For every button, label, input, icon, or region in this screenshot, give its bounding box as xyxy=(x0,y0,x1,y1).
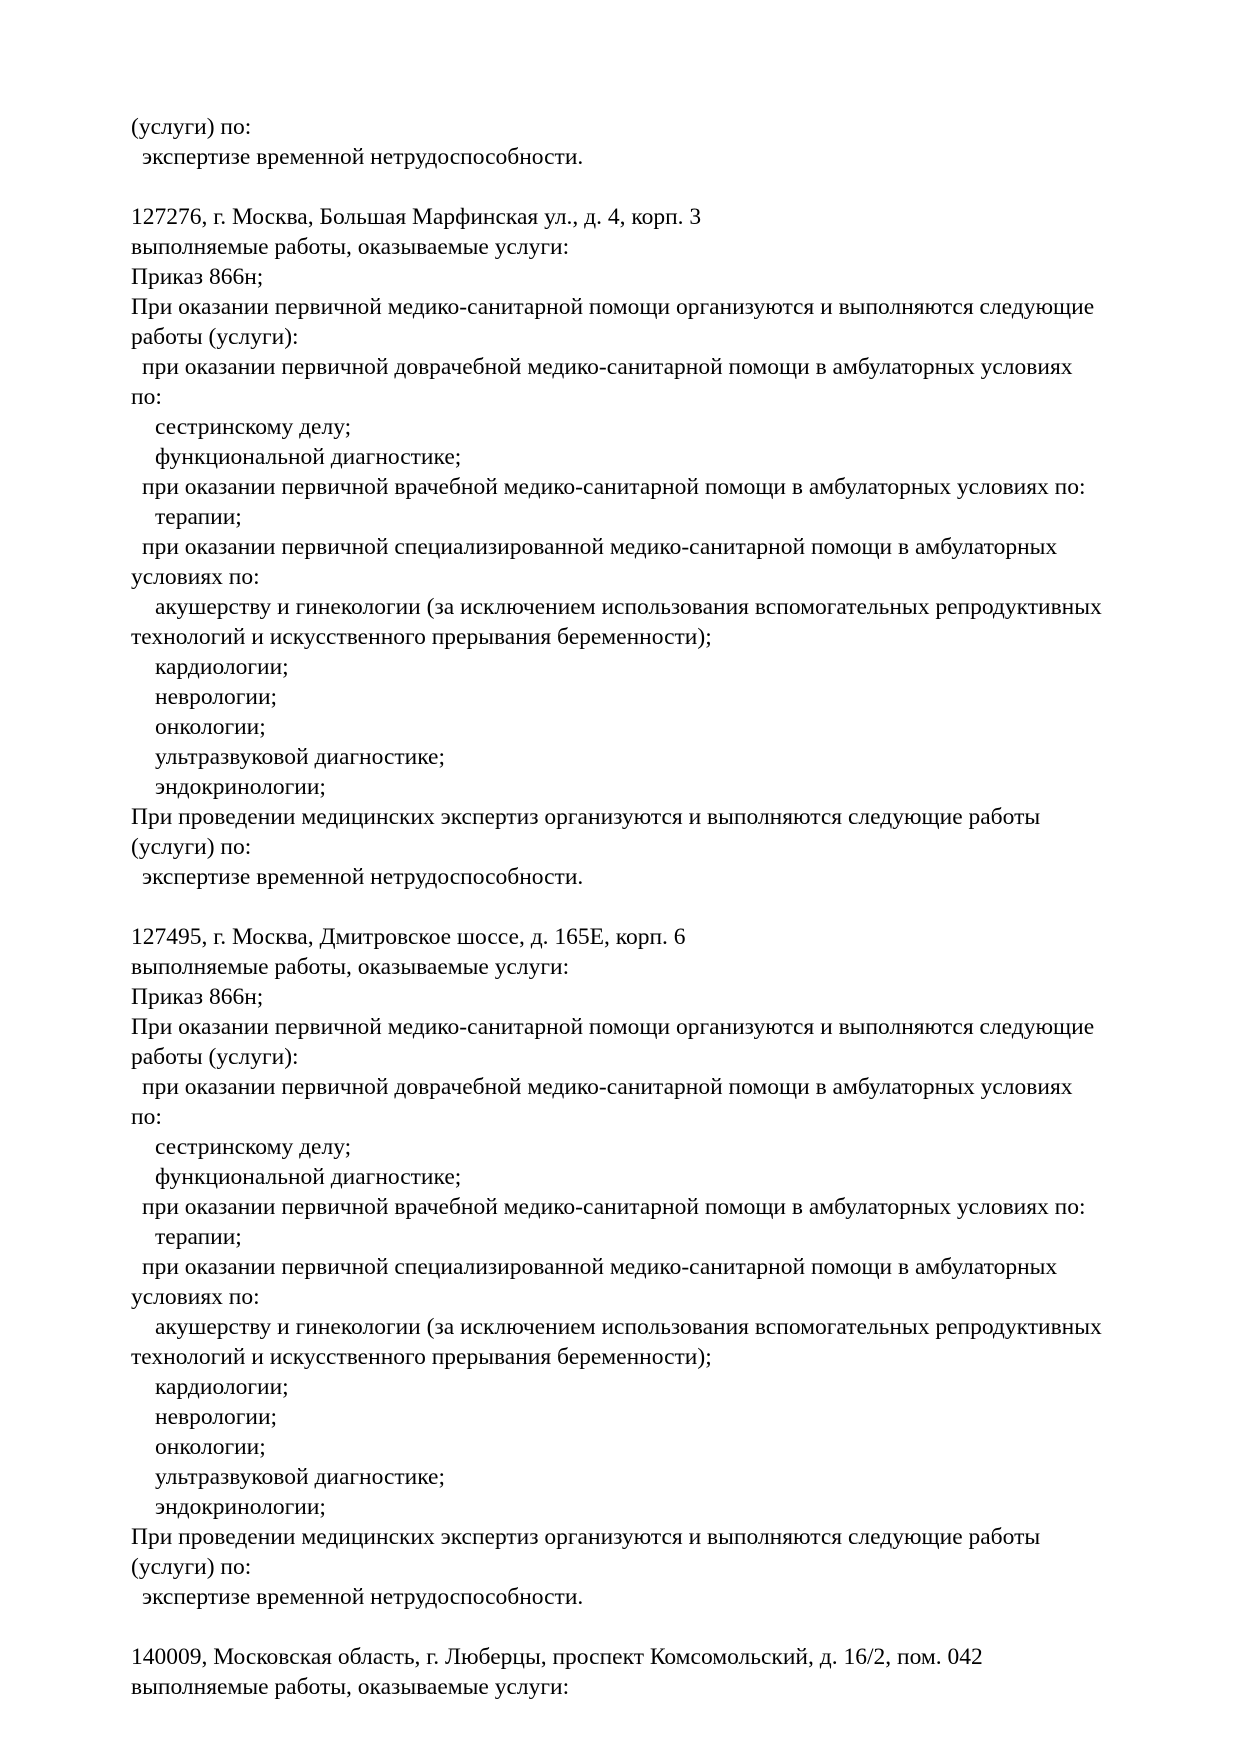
text-line: онкологии; xyxy=(155,714,266,740)
blank-line xyxy=(131,892,1140,922)
text-line: 127276, г. Москва, Большая Марфинская ул., д. 4, корп. 3 xyxy=(131,204,702,230)
text-line: по: xyxy=(131,384,162,410)
text-line: выполняемые работы, оказываемые услуги: xyxy=(131,954,570,980)
text-line: эндокринологии; xyxy=(155,774,326,800)
text-line: кардиологии; xyxy=(155,654,289,680)
text-line: технологий и искусственного прерывания беременности); xyxy=(131,1344,712,1370)
text-line: онкологии; xyxy=(155,1434,266,1460)
text-line: При оказании первичной медико-санитарной помощи организуются и выполняются следующие xyxy=(131,294,1095,320)
text-line: Приказ 866н; xyxy=(131,984,264,1010)
text-line: при оказании первичной специализированной медико-санитарной помощи в амбулаторных xyxy=(142,1254,1058,1280)
text-line: по: xyxy=(131,1104,162,1130)
text-line: выполняемые работы, оказываемые услуги: xyxy=(131,1674,570,1700)
text-line: Приказ 866н; xyxy=(131,264,264,290)
document-text-block xyxy=(131,112,1140,1702)
text-line: ультразвуковой диагностике; xyxy=(155,744,446,770)
text-line: при оказании первичной доврачебной медико-санитарной помощи в амбулаторных условиях xyxy=(142,354,1073,380)
text-line: 127495, г. Москва, Дмитровское шоссе, д. 165Е, корп. 6 xyxy=(131,924,686,950)
text-line: экспертизе временной нетрудоспособности. xyxy=(142,144,584,170)
text-line: При проведении медицинских экспертиз организуются и выполняются следующие работы xyxy=(131,804,1041,830)
text-line: условиях по: xyxy=(131,564,260,590)
text-line: при оказании первичной врачебной медико-санитарной помощи в амбулаторных условиях по: xyxy=(142,474,1086,500)
blank-line xyxy=(131,172,1140,202)
text-line: функциональной диагностике; xyxy=(155,1164,462,1190)
text-line: сестринскому делу; xyxy=(155,1134,352,1160)
text-line: При оказании первичной медико-санитарной помощи организуются и выполняются следующие xyxy=(131,1014,1095,1040)
text-line: неврологии; xyxy=(155,684,278,710)
text-line: функциональной диагностике; xyxy=(155,444,462,470)
text-line: При проведении медицинских экспертиз организуются и выполняются следующие работы xyxy=(131,1524,1041,1550)
text-line: (услуги) по: xyxy=(131,834,252,860)
text-line: сестринскому делу; xyxy=(155,414,352,440)
text-line: (услуги) по: xyxy=(131,114,252,140)
text-line: ультразвуковой диагностике; xyxy=(155,1464,446,1490)
text-line: кардиологии; xyxy=(155,1374,289,1400)
text-line: эндокринологии; xyxy=(155,1494,326,1520)
text-line: неврологии; xyxy=(155,1404,278,1430)
text-line: 140009, Московская область, г. Люберцы, проспект Комсомольский, д. 16/2, пом. 042 xyxy=(131,1644,983,1670)
text-line: при оказании первичной специализированной медико-санитарной помощи в амбулаторных xyxy=(142,534,1058,560)
text-line: экспертизе временной нетрудоспособности. xyxy=(142,1584,584,1610)
text-line: при оказании первичной врачебной медико-санитарной помощи в амбулаторных условиях по: xyxy=(142,1194,1086,1220)
text-line: терапии; xyxy=(155,1224,242,1250)
text-line: работы (услуги): xyxy=(131,324,299,350)
text-line: акушерству и гинекологии (за исключением использования вспомогательных репродуктивных xyxy=(155,1314,1102,1340)
text-line: акушерству и гинекологии (за исключением использования вспомогательных репродуктивных xyxy=(155,594,1102,620)
blank-line xyxy=(131,1612,1140,1642)
text-line: условиях по: xyxy=(131,1284,260,1310)
text-line: технологий и искусственного прерывания беременности); xyxy=(131,624,712,650)
text-line: экспертизе временной нетрудоспособности. xyxy=(142,864,584,890)
text-line: при оказании первичной доврачебной медико-санитарной помощи в амбулаторных условиях xyxy=(142,1074,1073,1100)
text-line: работы (услуги): xyxy=(131,1044,299,1070)
text-line: выполняемые работы, оказываемые услуги: xyxy=(131,234,570,260)
text-line: терапии; xyxy=(155,504,242,530)
text-line: (услуги) по: xyxy=(131,1554,252,1580)
